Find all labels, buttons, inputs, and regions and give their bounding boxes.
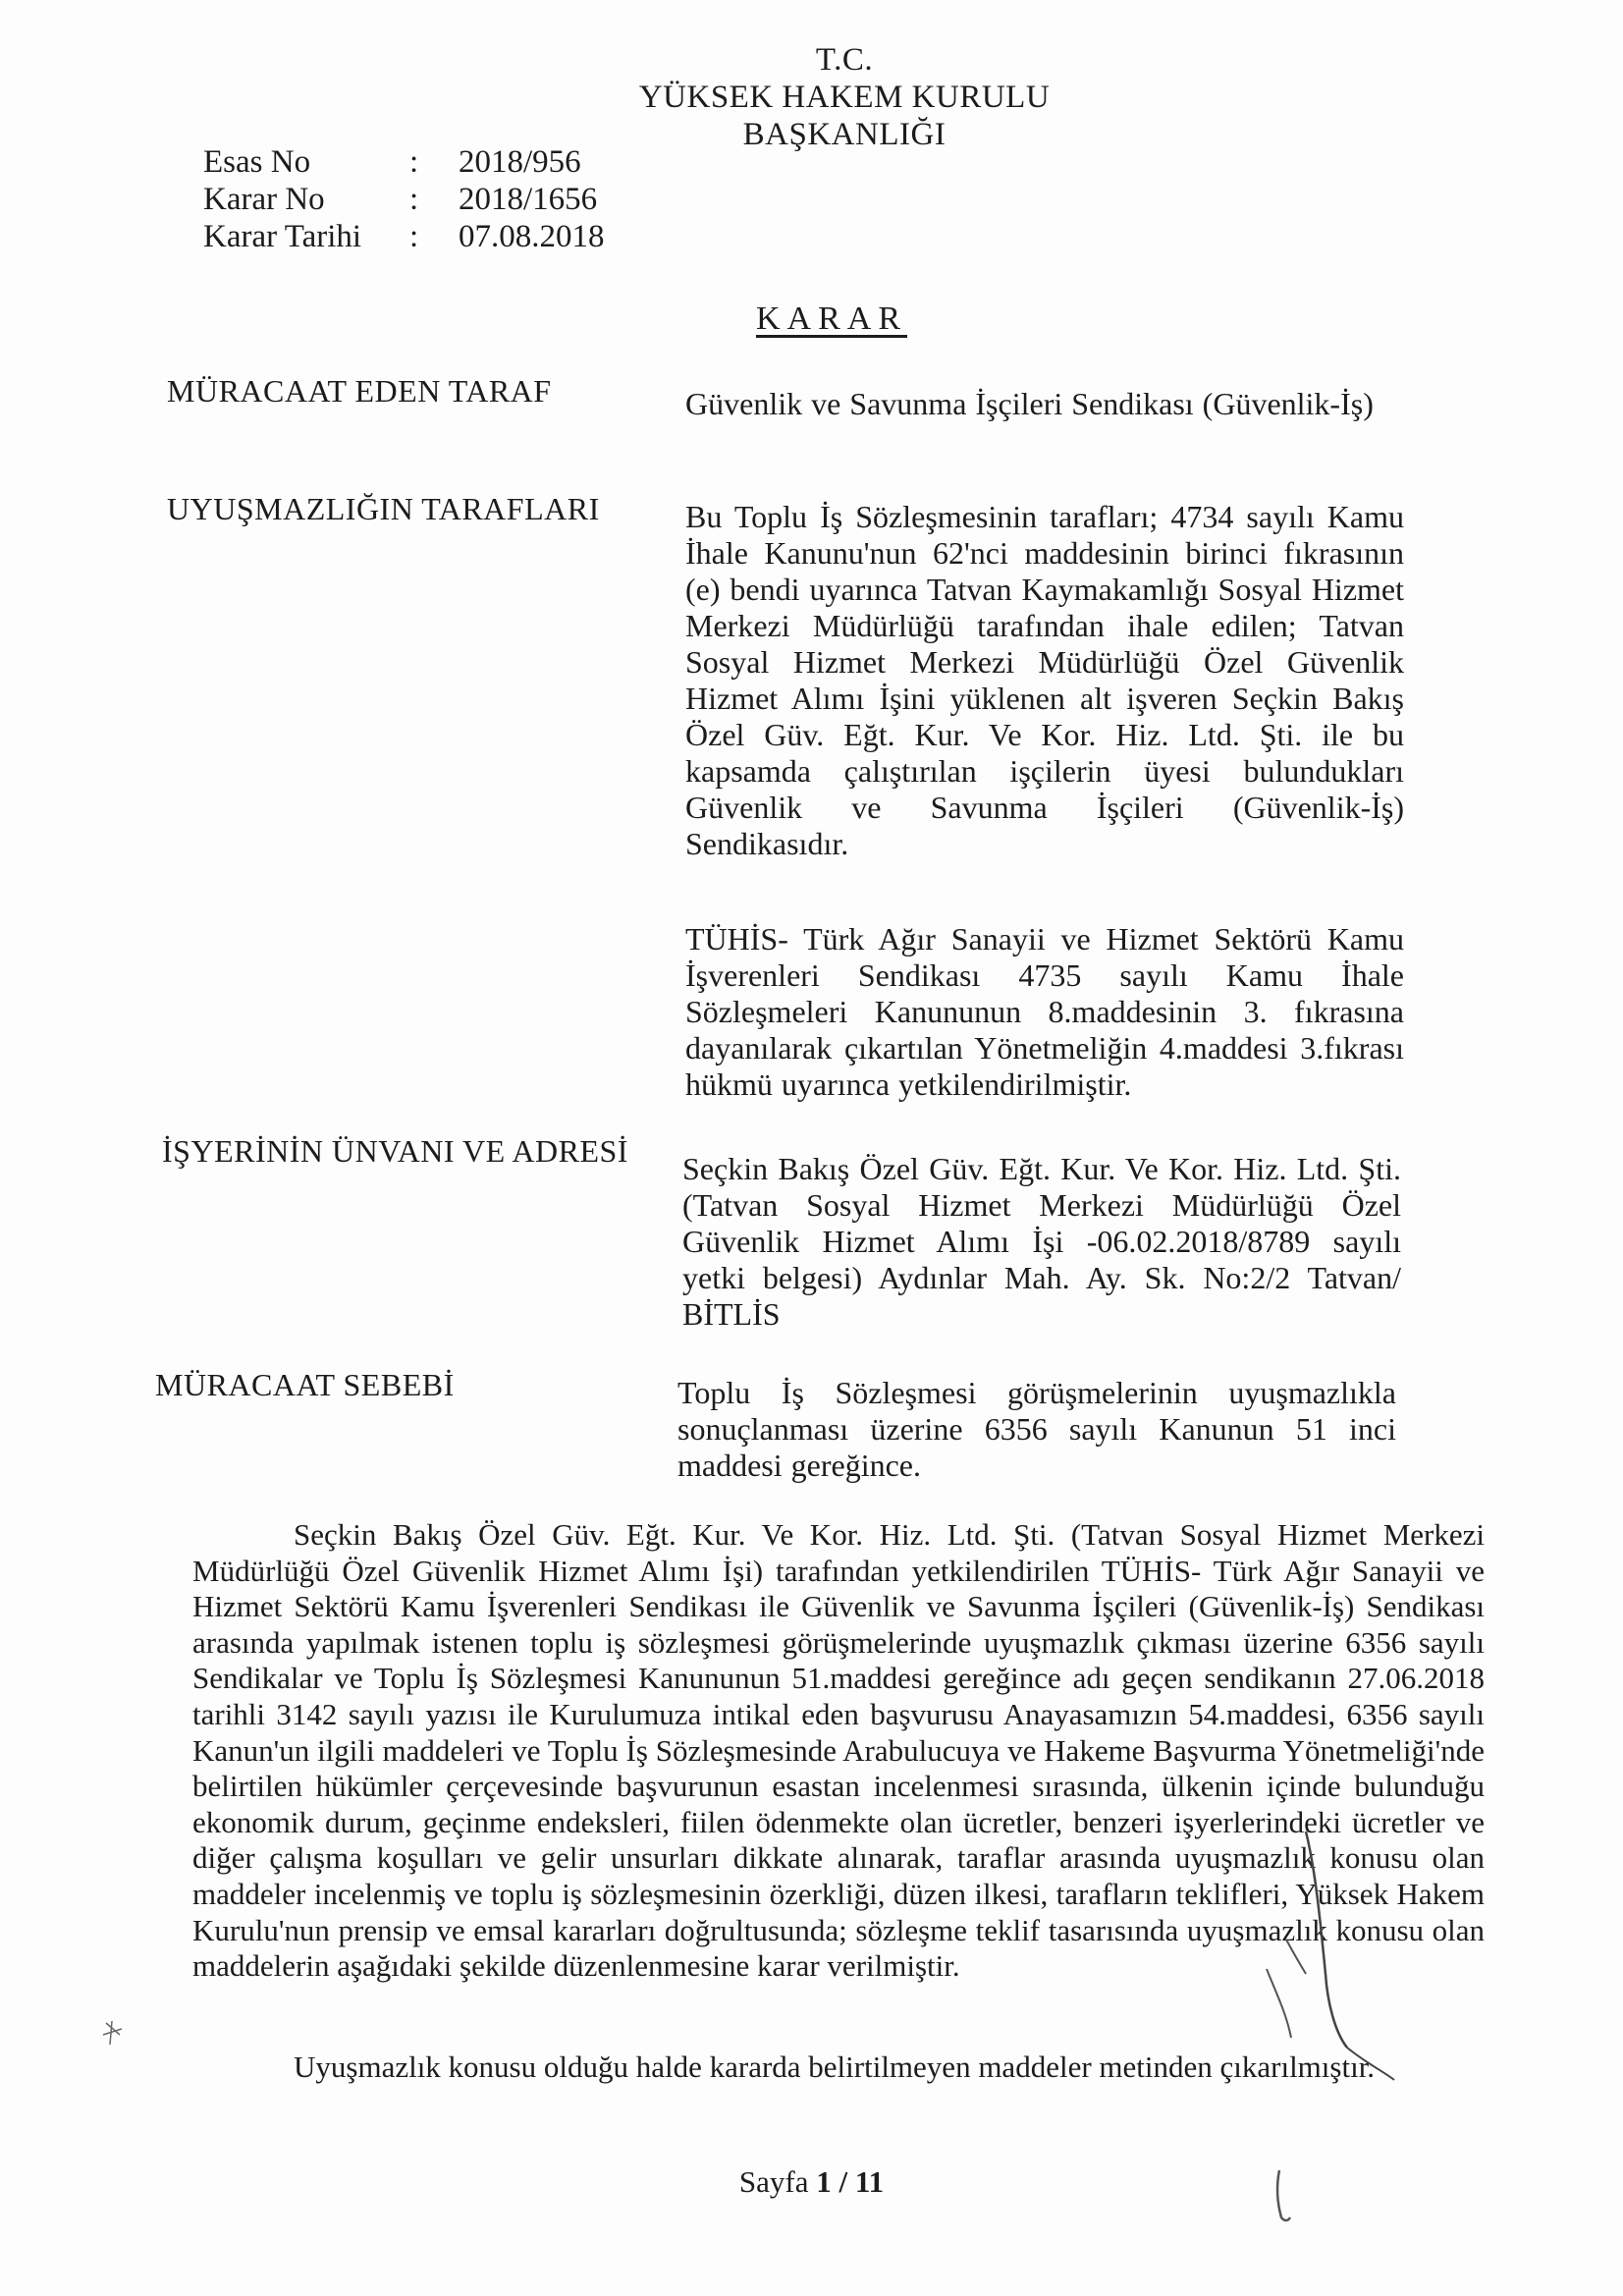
case-metadata bbox=[203, 143, 655, 255]
reason-label: MÜRACAAT SEBEBİ bbox=[155, 1367, 455, 1402]
meta-colon: : bbox=[409, 182, 419, 217]
parties-authorization-text: TÜHİS- Türk Ağır Sanayii ve Hizmet Sektörü Kamu İşverenleri Sendikası 4735 sayılı Kamu İhale Sözleşmeleri Kanununun 8.maddesinin 3. fıkrasına dayanılarak çıkartılan Yönetmeliğin 4.maddesi 3.fıkrası hükmü uyarınca yetkilendirilmiştir. bbox=[685, 921, 1404, 1102]
header-line-tc: T.C. bbox=[815, 42, 874, 78]
reason-text: Toplu İş Sözleşmesi görüşmelerinin uyuşmazlıkla sonuçlanması üzerine 6356 sayılı Kanunun 51 inci maddesi gereğince. bbox=[677, 1375, 1396, 1483]
parties-label: UYUŞMAZLIĞIN TARAFLARI bbox=[167, 491, 600, 526]
header-line-institution: YÜKSEK HAKEM KURULU bbox=[638, 80, 1051, 115]
workplace-label: İŞYERİNİN ÜNVANI VE ADRESİ bbox=[162, 1133, 628, 1169]
page-number: 1 / 11 bbox=[816, 2164, 885, 2199]
parties-text: Bu Toplu İş Sözleşmesinin tarafları; 4734 sayılı Kamu İhale Kanunu'nun 62'nci maddesinin birinci fıkrasının (e) bendi uyarınca Tatvan Kaymakamlığı Sosyal Hizmet Merkezi Müdürlüğü tarafından ihale edilen; Tatvan Sosyal Hizmet Merkezi Müdürlüğü Özel Güvenlik Hizmet Alımı İşini yüklenen alt işveren Seçkin Bakış Özel Güv. Eğt. Kur. Ve Kor. Hiz. Ltd. Şti. ile bu kapsamda çalıştırılan işçilerin üyesi bulundukları Güvenlik ve Savunma İşçileri (Güvenlik-İş) Sendikasıdır. bbox=[685, 499, 1404, 861]
meta-row-karar bbox=[203, 181, 655, 218]
meta-value: 2018/1656 bbox=[459, 182, 598, 217]
meta-colon: : bbox=[409, 144, 419, 180]
meta-label: Karar Tarihi bbox=[203, 219, 362, 254]
decision-paragraph: Seçkin Bakış Özel Güv. Eğt. Kur. Ve Kor. Hiz. Ltd. Şti. (Tatvan Sosyal Hizmet Merkezi Müdürlüğü Özel Güvenlik Hizmet Alımı İşi) tarafından yetkilendirilen TÜHİS- Türk Ağır Sanayii ve Hizmet Sektörü Kamu İşverenleri Sendikası ile Güvenlik ve Savunma İşçileri (Güvenlik-İş) Sendikası arasında yapılmak istenen toplu iş sözleşmesi görüşmelerinde uyuşmazlık çıkması üzerine 6356 sayılı Sendikalar ve Toplu İş Sözleşmesi Kanununun 51.maddesi gereğince adı geçen sendikanın 27.06.2018 tarihli 3142 sayılı yazısı ile Kurulumuza intikal eden başvurusu Anayasamızın 54.maddesi, 6356 sayılı Kanun'un ilgili maddeleri ve Toplu İş Sözleşmesinde Arabulucuya ve Hakeme Başvurma Yönetmeliği'nde belirtilen hükümler çerçevesinde başvurunun esastan incelenmesi sırasında, ülkenin içinde bulunduğu ekonomik durum, geçinme endeksleri, fiilen ödenmekte olan ücretler, benzeri işyerlerindeki ücretler ve diğer çalışma koşulları ve gelir unsurları dikkate alınarak, taraflar arasında uyuşmazlık konusu olan maddeler incelenmiş ve toplu iş sözleşmesinin özerkliği, düzen ilkesi, tarafların teklifleri, Yüksek Hakem Kurulu'nun prensip ve emsal kararları doğrultusunda; sözleşme teklif tasarısında uyuşmazlık konusu olan maddelerin aşağıdaki şekilde düzenlenmesine karar verilmiştir. bbox=[192, 1517, 1485, 1984]
applicant-label: MÜRACAAT EDEN TARAF bbox=[167, 373, 552, 409]
document-title: KARAR bbox=[756, 301, 908, 337]
page-footer bbox=[0, 2164, 1623, 2200]
meta-colon: : bbox=[409, 219, 419, 254]
meta-value: 2018/956 bbox=[459, 144, 581, 180]
workplace-text: Seçkin Bakış Özel Güv. Eğt. Kur. Ve Kor. Hiz. Ltd. Şti. (Tatvan Sosyal Hizmet Merkezi Müdürlüğü Özel Güvenlik Hizmet Alımı İşi -06.02.2018/8789 sayılı yetki belgesi) Aydınlar Mah. Ay. Sk. No:2/2 Tatvan/ BİTLİS bbox=[682, 1151, 1401, 1332]
header-line-presidency: BAŞKANLIĞI bbox=[742, 117, 947, 152]
meta-row-tarih bbox=[203, 218, 655, 255]
closing-paragraph: Uyuşmazlık konusu olduğu halde kararda belirtilmeyen maddeler metinden çıkarılmıştır. bbox=[294, 2050, 1376, 2084]
meta-row-esas bbox=[203, 143, 655, 181]
meta-value: 07.08.2018 bbox=[459, 219, 605, 254]
applicant-text: Güvenlik ve Savunma İşçileri Sendikası (Güvenlik-İş) bbox=[685, 386, 1374, 421]
meta-label: Esas No bbox=[203, 144, 311, 180]
page-label: Sayfa bbox=[738, 2164, 809, 2199]
meta-label: Karar No bbox=[203, 182, 325, 217]
institution-header bbox=[589, 41, 1100, 153]
